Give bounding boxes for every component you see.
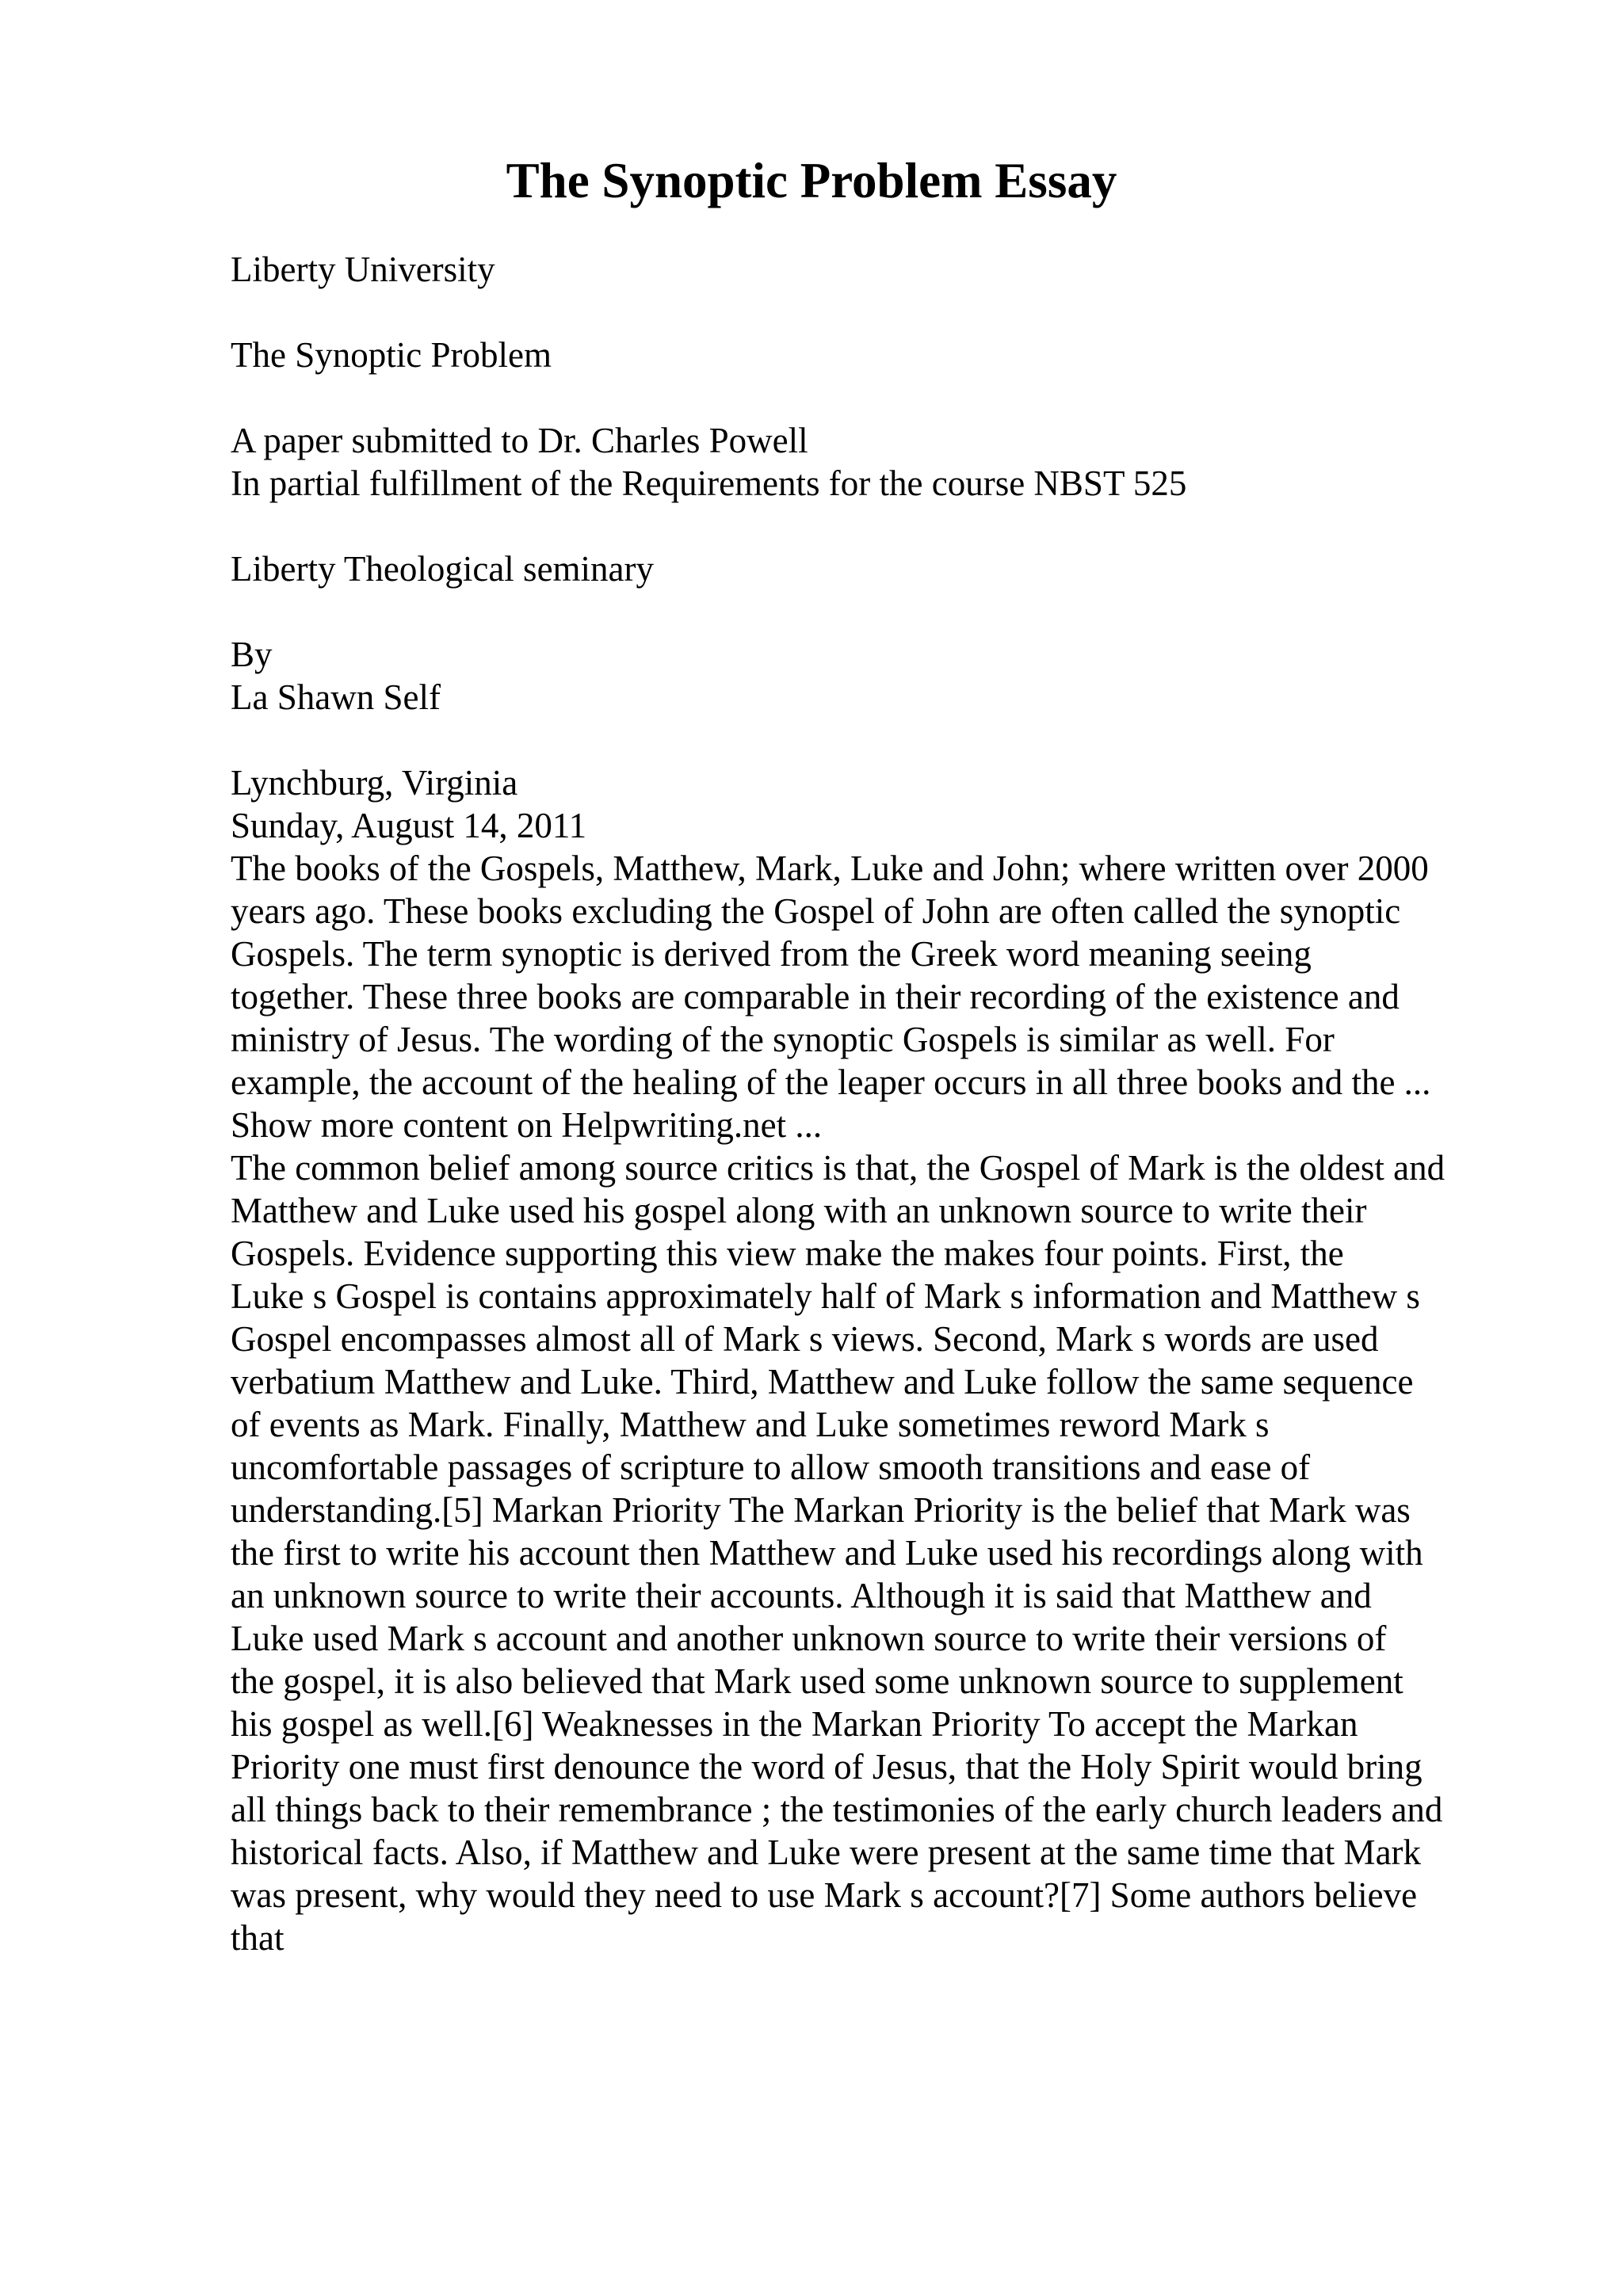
body-line: his gospel as well.[6] Weaknesses in the Markan Priority To accept the Markan	[231, 1704, 1358, 1744]
author-line: La Shawn Self	[231, 677, 441, 717]
date-line: Sunday, August 14, 2011	[231, 806, 587, 845]
body-line: Luke s Gospel is contains approximately half of Mark s information and Matthew s	[231, 1276, 1420, 1316]
body-line: all things back to their remembrance ; the testimonies of the early church leaders and	[231, 1790, 1443, 1829]
by-line: By	[231, 635, 273, 674]
body-line: was present, why would they need to use Mark s account?[7] Some authors believe	[231, 1875, 1418, 1915]
body-line: Priority one must first denounce the word of Jesus, that the Holy Spirit would bring	[231, 1747, 1423, 1787]
body-line: the gospel, it is also believed that Mark used some unknown source to supplement	[231, 1661, 1403, 1701]
body-line: verbatium Matthew and Luke. Third, Matthew and Luke follow the same sequence	[231, 1362, 1414, 1402]
body-line: an unknown source to write their accounts. Although it is said that Matthew and	[231, 1576, 1372, 1615]
body-line: historical facts. Also, if Matthew and Luke were present at the same time that Mark	[231, 1833, 1422, 1872]
body-line: understanding.[5] Markan Priority The Markan Priority is the belief that Mark was	[231, 1490, 1411, 1530]
body-line: years ago. These books excluding the Gospel of John are often called the synoptic	[231, 891, 1401, 931]
body-line: that	[231, 1918, 285, 1958]
document-title: The Synoptic Problem Essay	[506, 153, 1117, 208]
course-requirement-line: In partial fulfillment of the Requirements for the course NBST 525	[231, 463, 1187, 503]
body-line: Gospels. Evidence supporting this view make the makes four points. First, the	[231, 1234, 1344, 1273]
body-line: the first to write his account then Matthew and Luke used his recordings along with	[231, 1533, 1423, 1573]
body-line: Luke used Mark s account and another unknown source to write their versions of	[231, 1619, 1387, 1658]
body-line: example, the account of the healing of the leaper occurs in all three books and the ...	[231, 1062, 1431, 1102]
body-line: uncomfortable passages of scripture to allow smooth transitions and ease of	[231, 1447, 1311, 1487]
body-line: together. These three books are comparable in their recording of the existence and	[231, 977, 1400, 1016]
paper-subject-line: The Synoptic Problem	[231, 335, 552, 375]
show-more-line: Show more content on Helpwriting.net ...	[231, 1105, 823, 1145]
body-line: Gospels. The term synoptic is derived from the Greek word meaning seeing	[231, 934, 1312, 974]
location-line: Lynchburg, Virginia	[231, 763, 518, 803]
body-line: of events as Mark. Finally, Matthew and Luke sometimes reword Mark s	[231, 1405, 1270, 1444]
seminary-line: Liberty Theological seminary	[231, 549, 655, 589]
body-line: Matthew and Luke used his gospel along with an unknown source to write their	[231, 1191, 1367, 1230]
essay-body	[231, 804, 1445, 1959]
submission-line: A paper submitted to Dr. Charles Powell	[231, 421, 808, 460]
body-line: The books of the Gospels, Matthew, Mark, Luke and John; where written over 2000	[231, 849, 1429, 888]
institution-line: Liberty University	[231, 250, 495, 289]
body-line: ministry of Jesus. The wording of the synoptic Gospels is similar as well. For	[231, 1020, 1335, 1059]
body-line: Gospel encompasses almost all of Mark s views. Second, Mark s words are used	[231, 1319, 1379, 1359]
body-line: The common belief among source critics is that, the Gospel of Mark is the oldest and	[231, 1148, 1445, 1188]
